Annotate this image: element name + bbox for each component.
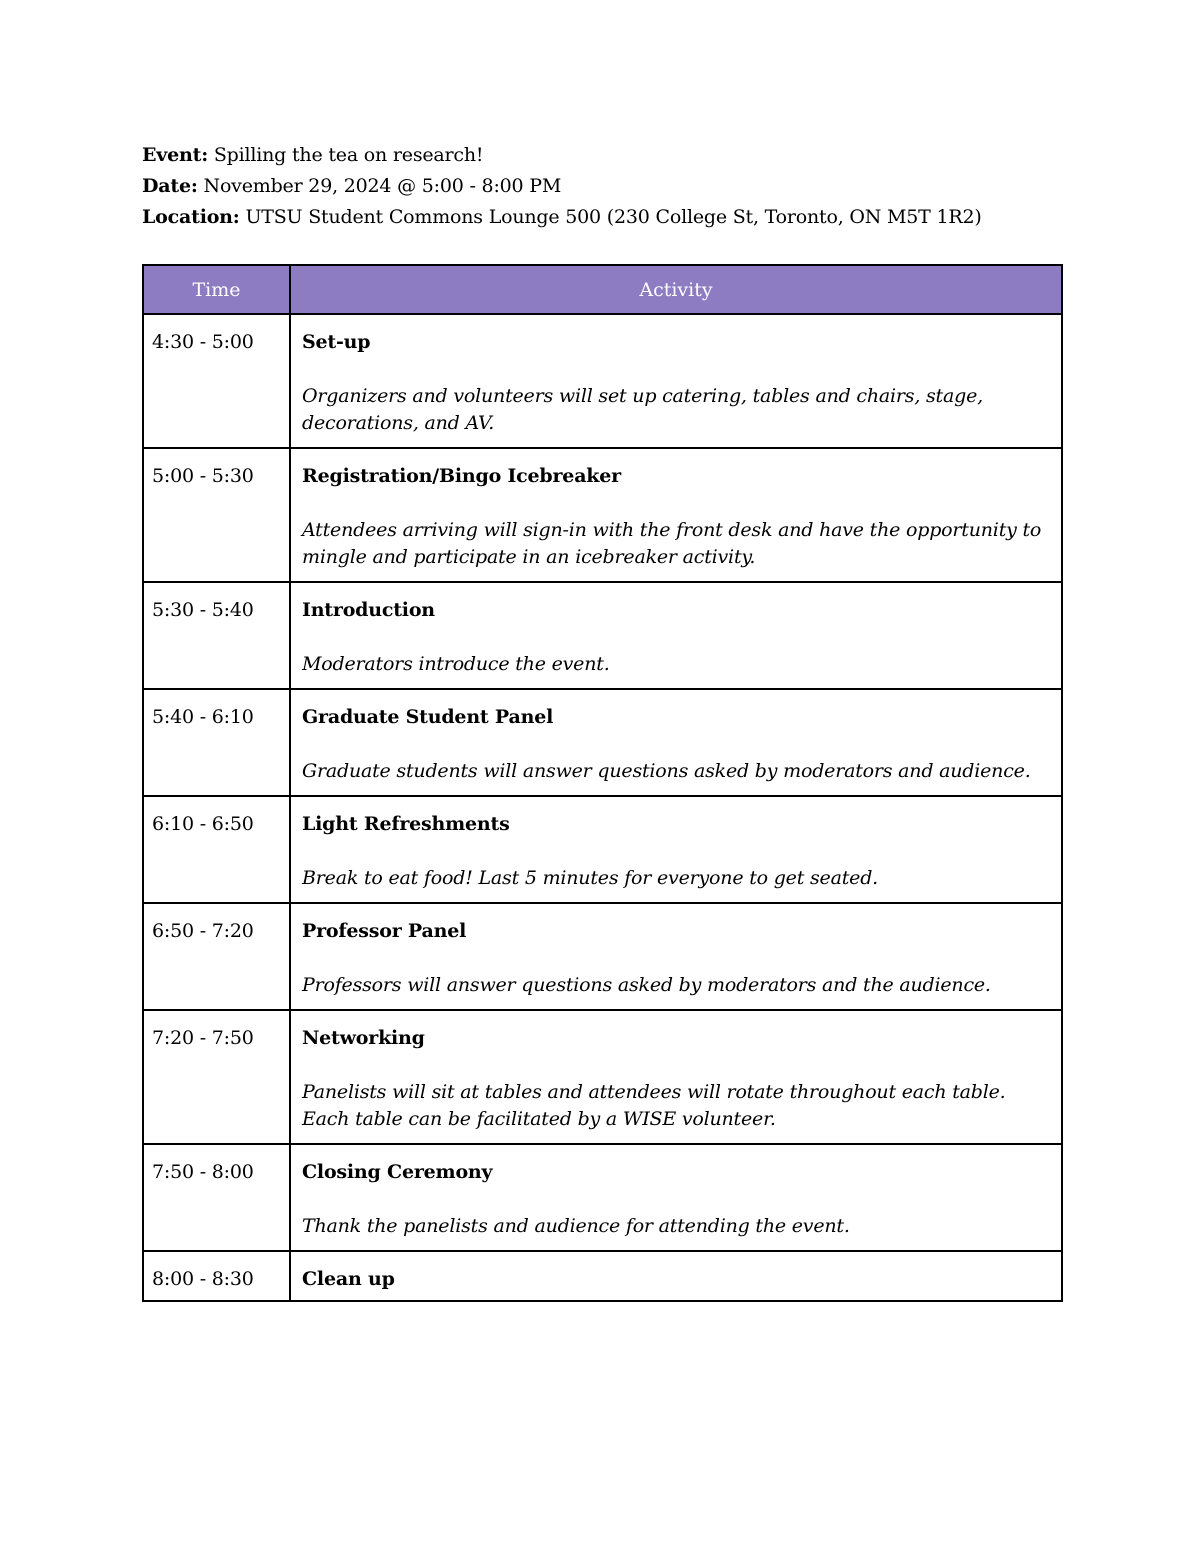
activity-title: Set-up [302, 331, 371, 353]
activity-title: Graduate Student Panel [302, 706, 554, 728]
event-line [142, 140, 1102, 171]
activity-description: Professors will answer questions asked by moderators and the audience. [302, 974, 991, 996]
time-cell: 7:50 - 8:00 [143, 1144, 290, 1251]
schedule-row [143, 1251, 1062, 1301]
schedule-row [143, 1010, 1062, 1144]
activity-description: Attendees arriving will sign-in with the front desk and have the opportunity to mingle and participate in an icebreaker activity. [302, 519, 1042, 568]
activity-cell [290, 582, 1062, 689]
activity-description: Panelists will sit at tables and attendees will rotate throughout each table. Each table can be facilitated by a WISE volunteer. [302, 1081, 1006, 1130]
time-cell: 8:00 - 8:30 [143, 1251, 290, 1301]
time-cell: 6:50 - 7:20 [143, 903, 290, 1010]
date-label: Date: [142, 175, 198, 197]
time-cell: 5:30 - 5:40 [143, 582, 290, 689]
activity-title: Registration/Bingo Icebreaker [302, 465, 621, 487]
location-line [142, 202, 1102, 233]
activity-cell [290, 903, 1062, 1010]
schedule-row [143, 689, 1062, 796]
activity-description: Graduate students will answer questions asked by moderators and audience. [302, 760, 1031, 782]
schedule-row [143, 448, 1062, 582]
event-info [142, 140, 1102, 233]
activity-title: Introduction [302, 599, 435, 621]
schedule-row [143, 1144, 1062, 1251]
time-cell: 5:00 - 5:30 [143, 448, 290, 582]
activity-title: Networking [302, 1027, 425, 1049]
time-cell: 7:20 - 7:50 [143, 1010, 290, 1144]
schedule-row [143, 903, 1062, 1010]
activity-cell [290, 314, 1062, 448]
date-line [142, 171, 1102, 202]
event-value: Spilling the tea on research! [213, 144, 484, 166]
location-label: Location: [142, 206, 240, 228]
activity-title: Light Refreshments [302, 813, 510, 835]
activity-cell [290, 1251, 1062, 1301]
schedule-table [142, 264, 1063, 1302]
event-label: Event: [142, 144, 209, 166]
activity-description: Thank the panelists and audience for attending the event. [302, 1215, 850, 1237]
activity-description: Break to eat food! Last 5 minutes for everyone to get seated. [302, 867, 879, 889]
time-column-header: Time [143, 265, 290, 314]
activity-title: Closing Ceremony [302, 1161, 493, 1183]
activity-title: Professor Panel [302, 920, 467, 942]
activity-description: Organizers and volunteers will set up catering, tables and chairs, stage, decorations, and AV. [302, 385, 983, 434]
schedule-row [143, 314, 1062, 448]
schedule-header-row [143, 265, 1062, 314]
activity-cell [290, 1010, 1062, 1144]
activity-cell [290, 448, 1062, 582]
schedule-row [143, 796, 1062, 903]
activity-title: Clean up [302, 1268, 395, 1290]
activity-cell [290, 1144, 1062, 1251]
time-cell: 6:10 - 6:50 [143, 796, 290, 903]
time-cell: 5:40 - 6:10 [143, 689, 290, 796]
activity-cell [290, 796, 1062, 903]
date-value: November 29, 2024 @ 5:00 - 8:00 PM [203, 175, 562, 197]
time-cell: 4:30 - 5:00 [143, 314, 290, 448]
activity-column-header: Activity [290, 265, 1062, 314]
schedule-row [143, 582, 1062, 689]
activity-cell [290, 689, 1062, 796]
activity-description: Moderators introduce the event. [302, 653, 610, 675]
location-value: UTSU Student Commons Lounge 500 (230 College St, Toronto, ON M5T 1R2) [245, 206, 982, 228]
